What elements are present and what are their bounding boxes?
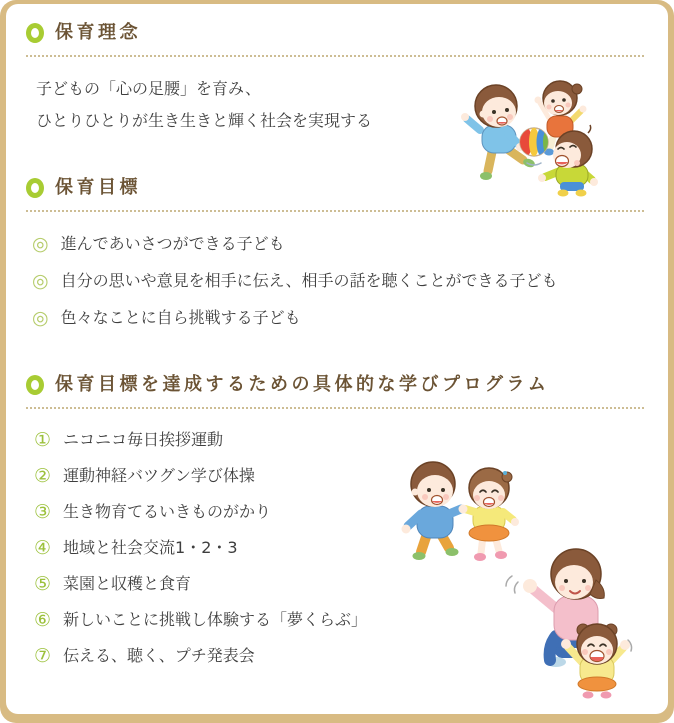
program-item — [34, 428, 644, 451]
circled-number-icon: ⑥ — [34, 608, 52, 631]
double-circle-bullet-icon: ◎ — [32, 270, 49, 292]
goal-item — [32, 269, 644, 293]
goal-item-text: 進んであいさつができる子ども — [60, 234, 285, 253]
dotted-divider — [26, 210, 644, 212]
circled-number-icon: ⑦ — [34, 644, 52, 667]
philosophy-line: 子どもの「心の足腰」を育み、 — [36, 79, 261, 98]
walking-boy — [402, 462, 462, 560]
program-item-text: 新しいことに挑戦し体験する「夢くらぶ」 — [63, 610, 368, 629]
circled-number-icon: ⑤ — [34, 572, 52, 595]
page-content — [6, 4, 668, 714]
program-item-text: 菜園と収穫と食育 — [63, 574, 192, 593]
ring-bullet-icon — [26, 375, 44, 395]
goal-item — [32, 232, 644, 256]
philosophy-heading — [26, 20, 644, 46]
program-item-text: ニコニコ毎日挨拶運動 — [63, 430, 224, 449]
circled-number-icon: ① — [34, 428, 52, 451]
circled-number-icon: ③ — [34, 500, 52, 523]
mother-and-child-waving-illustration — [498, 532, 648, 700]
ring-bullet-icon — [26, 23, 44, 43]
program-item-text: 地域と社会交流1・2・3 — [63, 538, 238, 557]
dotted-divider — [26, 55, 644, 57]
program-item — [34, 500, 644, 523]
program-item-text: 生き物育てるいきものがかり — [63, 502, 272, 521]
goal-item-text: 自分の思いや意見を相手に伝え、相手の話を聴くことができる子ども — [60, 271, 558, 290]
goal-item-text: 色々なことに自ら挑戦する子ども — [60, 308, 301, 327]
double-circle-bullet-icon: ◎ — [32, 307, 49, 329]
goals-list — [32, 232, 644, 330]
program-heading — [26, 372, 644, 398]
ring-bullet-icon — [26, 178, 44, 198]
goal-item — [32, 306, 644, 330]
program-heading-label: 保育目標を達成するための具体的な学びプログラム — [55, 374, 550, 395]
program-item-text: 伝える、聴く、プチ発表会 — [63, 646, 255, 665]
philosophy-line: ひとりひとりが生き生きと輝く社会を実現する — [36, 111, 373, 130]
program-item — [34, 464, 644, 487]
circled-number-icon: ② — [34, 464, 52, 487]
circled-number-icon: ④ — [34, 536, 52, 559]
dotted-divider — [26, 407, 644, 409]
double-circle-bullet-icon: ◎ — [32, 233, 49, 255]
goals-heading-label: 保育目標 — [55, 177, 141, 198]
philosophy-heading-label: 保育理念 — [55, 22, 141, 43]
children-playing-ball-illustration — [450, 70, 618, 198]
program-item-text: 運動神経バツグン学び体操 — [63, 466, 255, 485]
